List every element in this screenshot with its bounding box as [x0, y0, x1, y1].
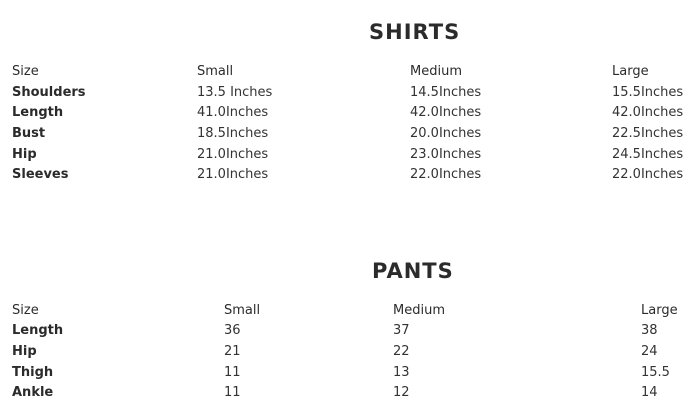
pants-header-row [0, 301, 693, 321]
pants-col-size: Size [12, 303, 39, 318]
shirts-table-row [0, 145, 693, 165]
shirts-table-row [0, 124, 693, 144]
pants-large-value: 24 [641, 344, 658, 359]
shirts-medium-value: 14.5Inches [410, 85, 482, 100]
pants-col-small: Small [224, 303, 261, 318]
shirts-col-small: Small [197, 64, 234, 79]
shirts-title: SHIRTS [369, 20, 461, 44]
shirts-large-value: 24.5Inches [612, 147, 684, 162]
pants-small-value: 11 [224, 385, 241, 400]
shirts-header-row [0, 62, 693, 82]
shirts-large-value: 22.0Inches [612, 167, 684, 182]
shirts-small-value: 13.5 Inches [197, 85, 273, 100]
shirts-table-row [0, 83, 693, 103]
pants-col-large: Large [641, 303, 678, 318]
shirts-col-medium: Medium [410, 64, 462, 79]
pants-large-value: 14 [641, 385, 658, 400]
pants-col-medium: Medium [393, 303, 445, 318]
shirts-medium-value: 22.0Inches [410, 167, 482, 182]
pants-medium-value: 13 [393, 365, 410, 380]
pants-row-label: Length [12, 323, 64, 338]
shirts-small-value: 18.5Inches [197, 126, 269, 141]
pants-small-value: 21 [224, 344, 241, 359]
pants-table-row [0, 383, 693, 403]
shirts-small-value: 21.0Inches [197, 147, 269, 162]
pants-row-label: Ankle [12, 385, 54, 400]
pants-title: PANTS [372, 259, 454, 283]
pants-table-row [0, 363, 693, 383]
shirts-row-label: Shoulders [12, 85, 86, 100]
pants-row-label: Hip [12, 344, 37, 359]
pants-small-value: 36 [224, 323, 241, 338]
shirts-large-value: 22.5Inches [612, 126, 684, 141]
shirts-medium-value: 20.0Inches [410, 126, 482, 141]
shirts-row-label: Hip [12, 147, 37, 162]
pants-medium-value: 22 [393, 344, 410, 359]
pants-medium-value: 37 [393, 323, 410, 338]
shirts-table-row [0, 165, 693, 185]
shirts-row-label: Length [12, 105, 64, 120]
shirts-col-size: Size [12, 64, 39, 79]
pants-medium-value: 12 [393, 385, 410, 400]
shirts-large-value: 42.0Inches [612, 105, 684, 120]
pants-large-value: 15.5 [641, 365, 670, 380]
pants-table-row [0, 342, 693, 362]
shirts-small-value: 21.0Inches [197, 167, 269, 182]
shirts-row-label: Sleeves [12, 167, 69, 182]
shirts-row-label: Bust [12, 126, 46, 141]
shirts-medium-value: 23.0Inches [410, 147, 482, 162]
shirts-small-value: 41.0Inches [197, 105, 269, 120]
pants-row-label: Thigh [12, 365, 54, 380]
shirts-table-row [0, 103, 693, 123]
pants-large-value: 38 [641, 323, 658, 338]
pants-small-value: 11 [224, 365, 241, 380]
shirts-medium-value: 42.0Inches [410, 105, 482, 120]
shirts-large-value: 15.5Inches [612, 85, 684, 100]
pants-table-row [0, 321, 693, 341]
shirts-col-large: Large [612, 64, 649, 79]
